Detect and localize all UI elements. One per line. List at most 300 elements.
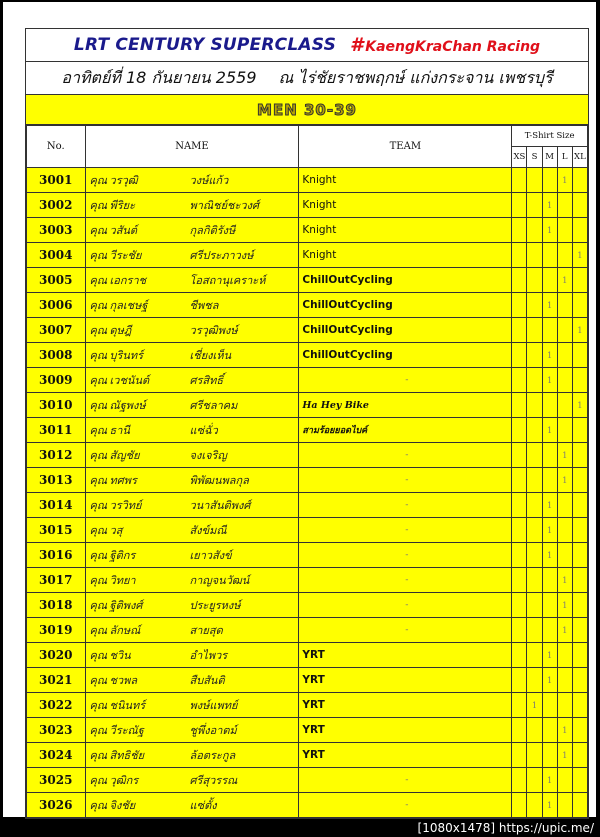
size-xl-cell (572, 268, 587, 293)
size-xl-cell (572, 568, 587, 593)
size-m-cell: 1 (542, 293, 557, 318)
team-name: YRT (299, 668, 512, 693)
size-s-cell (527, 168, 542, 193)
size-m-cell: 1 (542, 493, 557, 518)
name-prefix: คุณ (89, 524, 108, 537)
bib-number: 3002 (27, 193, 86, 218)
size-m-cell: 1 (542, 193, 557, 218)
participants-body (27, 168, 588, 818)
first-name: ณัฐพงษ์ (109, 399, 146, 412)
last-name: กาญจนวัฒน์ (189, 574, 250, 587)
size-xl-cell (572, 468, 587, 493)
size-m-cell (542, 743, 557, 768)
size-s-cell (527, 243, 542, 268)
participant-name (85, 618, 299, 643)
size-m-cell (542, 693, 557, 718)
header-name: NAME (85, 126, 299, 168)
table-row (27, 518, 588, 543)
bib-number: 3023 (27, 718, 86, 743)
size-s-cell (527, 318, 542, 343)
team-name: - (299, 518, 512, 543)
size-xs-cell (512, 193, 527, 218)
table-row (27, 293, 588, 318)
participant-name (85, 168, 299, 193)
header-size-xl: XL (572, 147, 587, 168)
size-l-cell: 1 (557, 443, 572, 468)
size-xl-cell (572, 168, 587, 193)
date-venue-row (26, 62, 588, 95)
participant-name (85, 418, 299, 443)
participant-name (85, 568, 299, 593)
bib-number: 3020 (27, 643, 86, 668)
name-prefix: คุณ (89, 474, 108, 487)
size-s-cell (527, 368, 542, 393)
first-name: ฐิติกร (109, 549, 136, 562)
name-prefix: คุณ (89, 649, 108, 662)
size-l-cell (557, 218, 572, 243)
bib-number: 3016 (27, 543, 86, 568)
bib-number: 3017 (27, 568, 86, 593)
size-m-cell (542, 393, 557, 418)
team-name: YRT (299, 718, 512, 743)
size-xs-cell (512, 668, 527, 693)
size-s-cell (527, 268, 542, 293)
team-name: - (299, 593, 512, 618)
size-m-cell (542, 243, 557, 268)
event-hashtag (350, 34, 540, 56)
participant-name (85, 443, 299, 468)
bib-number: 3015 (27, 518, 86, 543)
participant-name (85, 518, 299, 543)
size-l-cell (557, 343, 572, 368)
participant-name (85, 218, 299, 243)
bib-number: 3018 (27, 593, 86, 618)
size-s-cell (527, 493, 542, 518)
size-l-cell (557, 793, 572, 818)
first-name: ชวิน (109, 649, 131, 662)
size-xs-cell (512, 418, 527, 443)
last-name: ชูพึ่งอาตม์ (189, 724, 237, 737)
size-l-cell (557, 693, 572, 718)
table-row (27, 193, 588, 218)
size-l-cell (557, 768, 572, 793)
participant-name (85, 343, 299, 368)
size-xs-cell (512, 793, 527, 818)
category-banner (26, 95, 588, 125)
team-name: ChillOutCycling (299, 293, 512, 318)
size-xs-cell (512, 768, 527, 793)
size-l-cell: 1 (557, 268, 572, 293)
size-l-cell (557, 393, 572, 418)
table-row (27, 768, 588, 793)
size-l-cell: 1 (557, 168, 572, 193)
table-row (27, 543, 588, 568)
participant-name (85, 193, 299, 218)
bib-number: 3005 (27, 268, 86, 293)
size-xs-cell (512, 743, 527, 768)
bib-number: 3025 (27, 768, 86, 793)
bib-number: 3009 (27, 368, 86, 393)
category-label: MEN 30-39 (257, 100, 357, 119)
participant-name (85, 393, 299, 418)
size-m-cell: 1 (542, 643, 557, 668)
name-prefix: คุณ (89, 674, 108, 687)
header-size-xs: XS (512, 147, 527, 168)
table-row (27, 668, 588, 693)
size-m-cell (542, 618, 557, 643)
bib-number: 3024 (27, 743, 86, 768)
name-prefix: คุณ (89, 424, 108, 437)
participant-name (85, 293, 299, 318)
participant-name (85, 693, 299, 718)
size-xs-cell (512, 243, 527, 268)
team-name: Knight (299, 243, 512, 268)
participant-name (85, 318, 299, 343)
table-row (27, 643, 588, 668)
team-name: ChillOutCycling (299, 343, 512, 368)
size-xs-cell (512, 293, 527, 318)
size-m-cell: 1 (542, 368, 557, 393)
header-size-m: M (542, 147, 557, 168)
table-row (27, 168, 588, 193)
size-l-cell (557, 543, 572, 568)
first-name: ฐิติพงศ์ (109, 599, 143, 612)
size-m-cell: 1 (542, 668, 557, 693)
event-date: อาทิตย์ที่ 18 กันยายน 2559 (61, 67, 257, 87)
size-xl-cell (572, 793, 587, 818)
size-m-cell: 1 (542, 418, 557, 443)
last-name: ศรีประภาวงษ์ (189, 249, 254, 262)
table-row (27, 593, 588, 618)
bib-number: 3014 (27, 493, 86, 518)
name-prefix: คุณ (89, 299, 108, 312)
size-s-cell (527, 418, 542, 443)
size-l-cell (557, 293, 572, 318)
size-m-cell (542, 318, 557, 343)
size-xs-cell (512, 518, 527, 543)
size-xs-cell (512, 318, 527, 343)
first-name: วสันต์ (109, 224, 138, 237)
participant-name (85, 268, 299, 293)
size-xl-cell (572, 693, 587, 718)
bib-number: 3021 (27, 668, 86, 693)
last-name: อำไพวร (189, 649, 228, 662)
size-xl-cell (572, 418, 587, 443)
size-xl-cell (572, 518, 587, 543)
team-name: Knight (299, 218, 512, 243)
size-xl-cell (572, 368, 587, 393)
table-row (27, 368, 588, 393)
last-name: แซ่ฉั่ว (189, 424, 218, 437)
participants-table (26, 125, 588, 818)
participant-name (85, 743, 299, 768)
size-xs-cell (512, 343, 527, 368)
last-name: ล้อตระกูล (189, 749, 236, 762)
size-xl-cell: 1 (572, 318, 587, 343)
first-name: วิทยา (109, 574, 136, 587)
last-name: โอสถานุเคราะห์ (189, 274, 266, 287)
bib-number: 3013 (27, 468, 86, 493)
size-l-cell: 1 (557, 468, 572, 493)
last-name: พงษ์แพทย์ (189, 699, 238, 712)
last-name: สายสุด (189, 624, 223, 637)
participant-name (85, 718, 299, 743)
size-s-cell (527, 718, 542, 743)
last-name: ชีพชล (189, 299, 219, 312)
name-prefix: คุณ (89, 224, 108, 237)
first-name: วุฒิกร (109, 774, 139, 787)
participant-name (85, 243, 299, 268)
name-prefix: คุณ (89, 174, 108, 187)
size-s-cell (527, 768, 542, 793)
size-l-cell (557, 518, 572, 543)
last-name: วงษ์แก้ว (189, 174, 229, 187)
size-m-cell: 1 (542, 518, 557, 543)
size-s-cell (527, 743, 542, 768)
size-xs-cell (512, 468, 527, 493)
team-name: - (299, 493, 512, 518)
size-l-cell (557, 193, 572, 218)
bib-number: 3022 (27, 693, 86, 718)
size-s-cell (527, 193, 542, 218)
size-xl-cell (572, 343, 587, 368)
hash-icon: # (350, 34, 364, 56)
size-xl-cell (572, 593, 587, 618)
last-name: วนาสันติพงศ์ (189, 499, 251, 512)
hashtag-text: KaengKraChan Racing (365, 39, 541, 55)
last-name: ศรสิทธิ์ (189, 374, 224, 387)
size-xl-cell (572, 618, 587, 643)
first-name: วีระชัย (109, 249, 142, 262)
table-row (27, 693, 588, 718)
size-xl-cell (572, 643, 587, 668)
name-prefix: คุณ (89, 699, 108, 712)
team-name: - (299, 568, 512, 593)
team-name: Knight (299, 168, 512, 193)
table-row (27, 218, 588, 243)
name-prefix: คุณ (89, 624, 108, 637)
size-xl-cell (572, 768, 587, 793)
header-no: No. (27, 126, 86, 168)
team-name: Ha Hey Bike (299, 393, 512, 418)
size-xs-cell (512, 443, 527, 468)
last-name: สืบสันติ (189, 674, 225, 687)
first-name: ลักษณ์ (109, 624, 141, 637)
first-name: เอกราช (109, 274, 147, 287)
participant-name (85, 768, 299, 793)
name-prefix: คุณ (89, 799, 108, 812)
name-prefix: คุณ (89, 249, 108, 262)
first-name: วรวิทย์ (109, 499, 142, 512)
event-title: LRT CENTURY SUPERCLASS (73, 35, 337, 55)
first-name: เวชนันต์ (109, 374, 150, 387)
team-name: - (299, 468, 512, 493)
size-xl-cell (572, 218, 587, 243)
participant-name (85, 468, 299, 493)
first-name: จิงชัย (109, 799, 136, 812)
table-row (27, 343, 588, 368)
last-name: เชี่ยงเห็น (189, 349, 232, 362)
last-name: ประยูรหงษ์ (189, 599, 241, 612)
name-prefix: คุณ (89, 274, 108, 287)
name-prefix: คุณ (89, 574, 108, 587)
team-name: - (299, 768, 512, 793)
first-name: วสุ (109, 524, 123, 537)
size-l-cell: 1 (557, 568, 572, 593)
last-name: วรวุฒิพงษ์ (189, 324, 238, 337)
size-xs-cell (512, 268, 527, 293)
first-name: ธานี (109, 424, 130, 437)
size-xl-cell (572, 743, 587, 768)
team-name: YRT (299, 693, 512, 718)
size-xl-cell (572, 493, 587, 518)
participant-name (85, 368, 299, 393)
last-name: แซ่ตั้ง (189, 799, 217, 812)
size-l-cell (557, 318, 572, 343)
size-m-cell: 1 (542, 768, 557, 793)
last-name: กุลกิติรังษี (189, 224, 236, 237)
first-name: วรวุฒิ (109, 174, 138, 187)
watermark: [1080x1478] https://upic.me/ (417, 821, 594, 835)
table-row (27, 268, 588, 293)
size-m-cell (542, 718, 557, 743)
last-name: พาณิชย์ชะวงศ์ (189, 199, 259, 212)
table-row (27, 568, 588, 593)
bib-number: 3006 (27, 293, 86, 318)
size-xs-cell (512, 718, 527, 743)
name-prefix: คุณ (89, 349, 108, 362)
table-row (27, 743, 588, 768)
table-row (27, 318, 588, 343)
team-name: ChillOutCycling (299, 318, 512, 343)
size-xs-cell (512, 393, 527, 418)
size-xs-cell (512, 368, 527, 393)
registration-sheet (25, 28, 589, 819)
first-name: ทศพร (109, 474, 137, 487)
size-l-cell (557, 493, 572, 518)
size-s-cell (527, 468, 542, 493)
table-row (27, 443, 588, 468)
size-l-cell (557, 668, 572, 693)
size-s-cell (527, 568, 542, 593)
name-prefix: คุณ (89, 449, 108, 462)
participant-name (85, 643, 299, 668)
size-xs-cell (512, 493, 527, 518)
size-xs-cell (512, 618, 527, 643)
bib-number: 3004 (27, 243, 86, 268)
size-s-cell (527, 293, 542, 318)
first-name: กุลเชษฐ์ (109, 299, 148, 312)
team-name: - (299, 443, 512, 468)
participant-name (85, 668, 299, 693)
size-xl-cell (572, 718, 587, 743)
name-prefix: คุณ (89, 724, 108, 737)
bib-number: 3026 (27, 793, 86, 818)
size-xs-cell (512, 168, 527, 193)
size-m-cell: 1 (542, 543, 557, 568)
size-m-cell: 1 (542, 218, 557, 243)
header-tshirt-size: T-Shirt Size (512, 126, 588, 147)
size-l-cell (557, 643, 572, 668)
first-name: บุรินทร์ (109, 349, 144, 362)
size-xs-cell (512, 568, 527, 593)
name-prefix: คุณ (89, 399, 108, 412)
name-prefix: คุณ (89, 199, 108, 212)
team-name: YRT (299, 643, 512, 668)
size-s-cell (527, 643, 542, 668)
size-xs-cell (512, 218, 527, 243)
size-s-cell (527, 793, 542, 818)
size-s-cell (527, 518, 542, 543)
size-s-cell (527, 393, 542, 418)
table-row (27, 243, 588, 268)
name-prefix: คุณ (89, 749, 108, 762)
team-name: YRT (299, 743, 512, 768)
size-xl-cell (572, 193, 587, 218)
team-name: Knight (299, 193, 512, 218)
size-l-cell (557, 368, 572, 393)
size-m-cell (542, 443, 557, 468)
first-name: สิทธิชัย (109, 749, 145, 762)
size-m-cell (542, 468, 557, 493)
participant-name (85, 793, 299, 818)
name-prefix: คุณ (89, 774, 108, 787)
size-l-cell: 1 (557, 593, 572, 618)
table-row (27, 718, 588, 743)
bib-number: 3010 (27, 393, 86, 418)
size-s-cell (527, 343, 542, 368)
title-row (26, 29, 588, 62)
size-m-cell: 1 (542, 343, 557, 368)
participant-name (85, 543, 299, 568)
first-name: พีริยะ (109, 199, 136, 212)
last-name: เยาวสังข์ (189, 549, 232, 562)
size-l-cell: 1 (557, 743, 572, 768)
table-row (27, 793, 588, 818)
size-xs-cell (512, 543, 527, 568)
size-l-cell (557, 418, 572, 443)
first-name: สัญชัย (109, 449, 140, 462)
size-xs-cell (512, 643, 527, 668)
name-prefix: คุณ (89, 499, 108, 512)
name-prefix: คุณ (89, 549, 108, 562)
last-name: สังข์มณี (189, 524, 227, 537)
table-row (27, 618, 588, 643)
size-xl-cell (572, 293, 587, 318)
bib-number: 3012 (27, 443, 86, 468)
size-xs-cell (512, 593, 527, 618)
size-m-cell (542, 593, 557, 618)
size-l-cell: 1 (557, 618, 572, 643)
first-name: ดุษฎี (109, 324, 132, 337)
size-m-cell (542, 268, 557, 293)
team-name: สามร้อยยอดไบค์ (299, 418, 512, 443)
size-s-cell (527, 218, 542, 243)
first-name: ชนินทร์ (109, 699, 146, 712)
first-name: วีระณัฐ (109, 724, 144, 737)
table-row (27, 393, 588, 418)
last-name: พิพัฒนพลกุล (189, 474, 249, 487)
size-xl-cell: 1 (572, 393, 587, 418)
size-s-cell (527, 593, 542, 618)
size-l-cell: 1 (557, 718, 572, 743)
size-xs-cell (512, 693, 527, 718)
participant-name (85, 493, 299, 518)
size-s-cell (527, 668, 542, 693)
name-prefix: คุณ (89, 599, 108, 612)
last-name: ศรีชลาคม (189, 399, 238, 412)
document-page (3, 2, 596, 817)
